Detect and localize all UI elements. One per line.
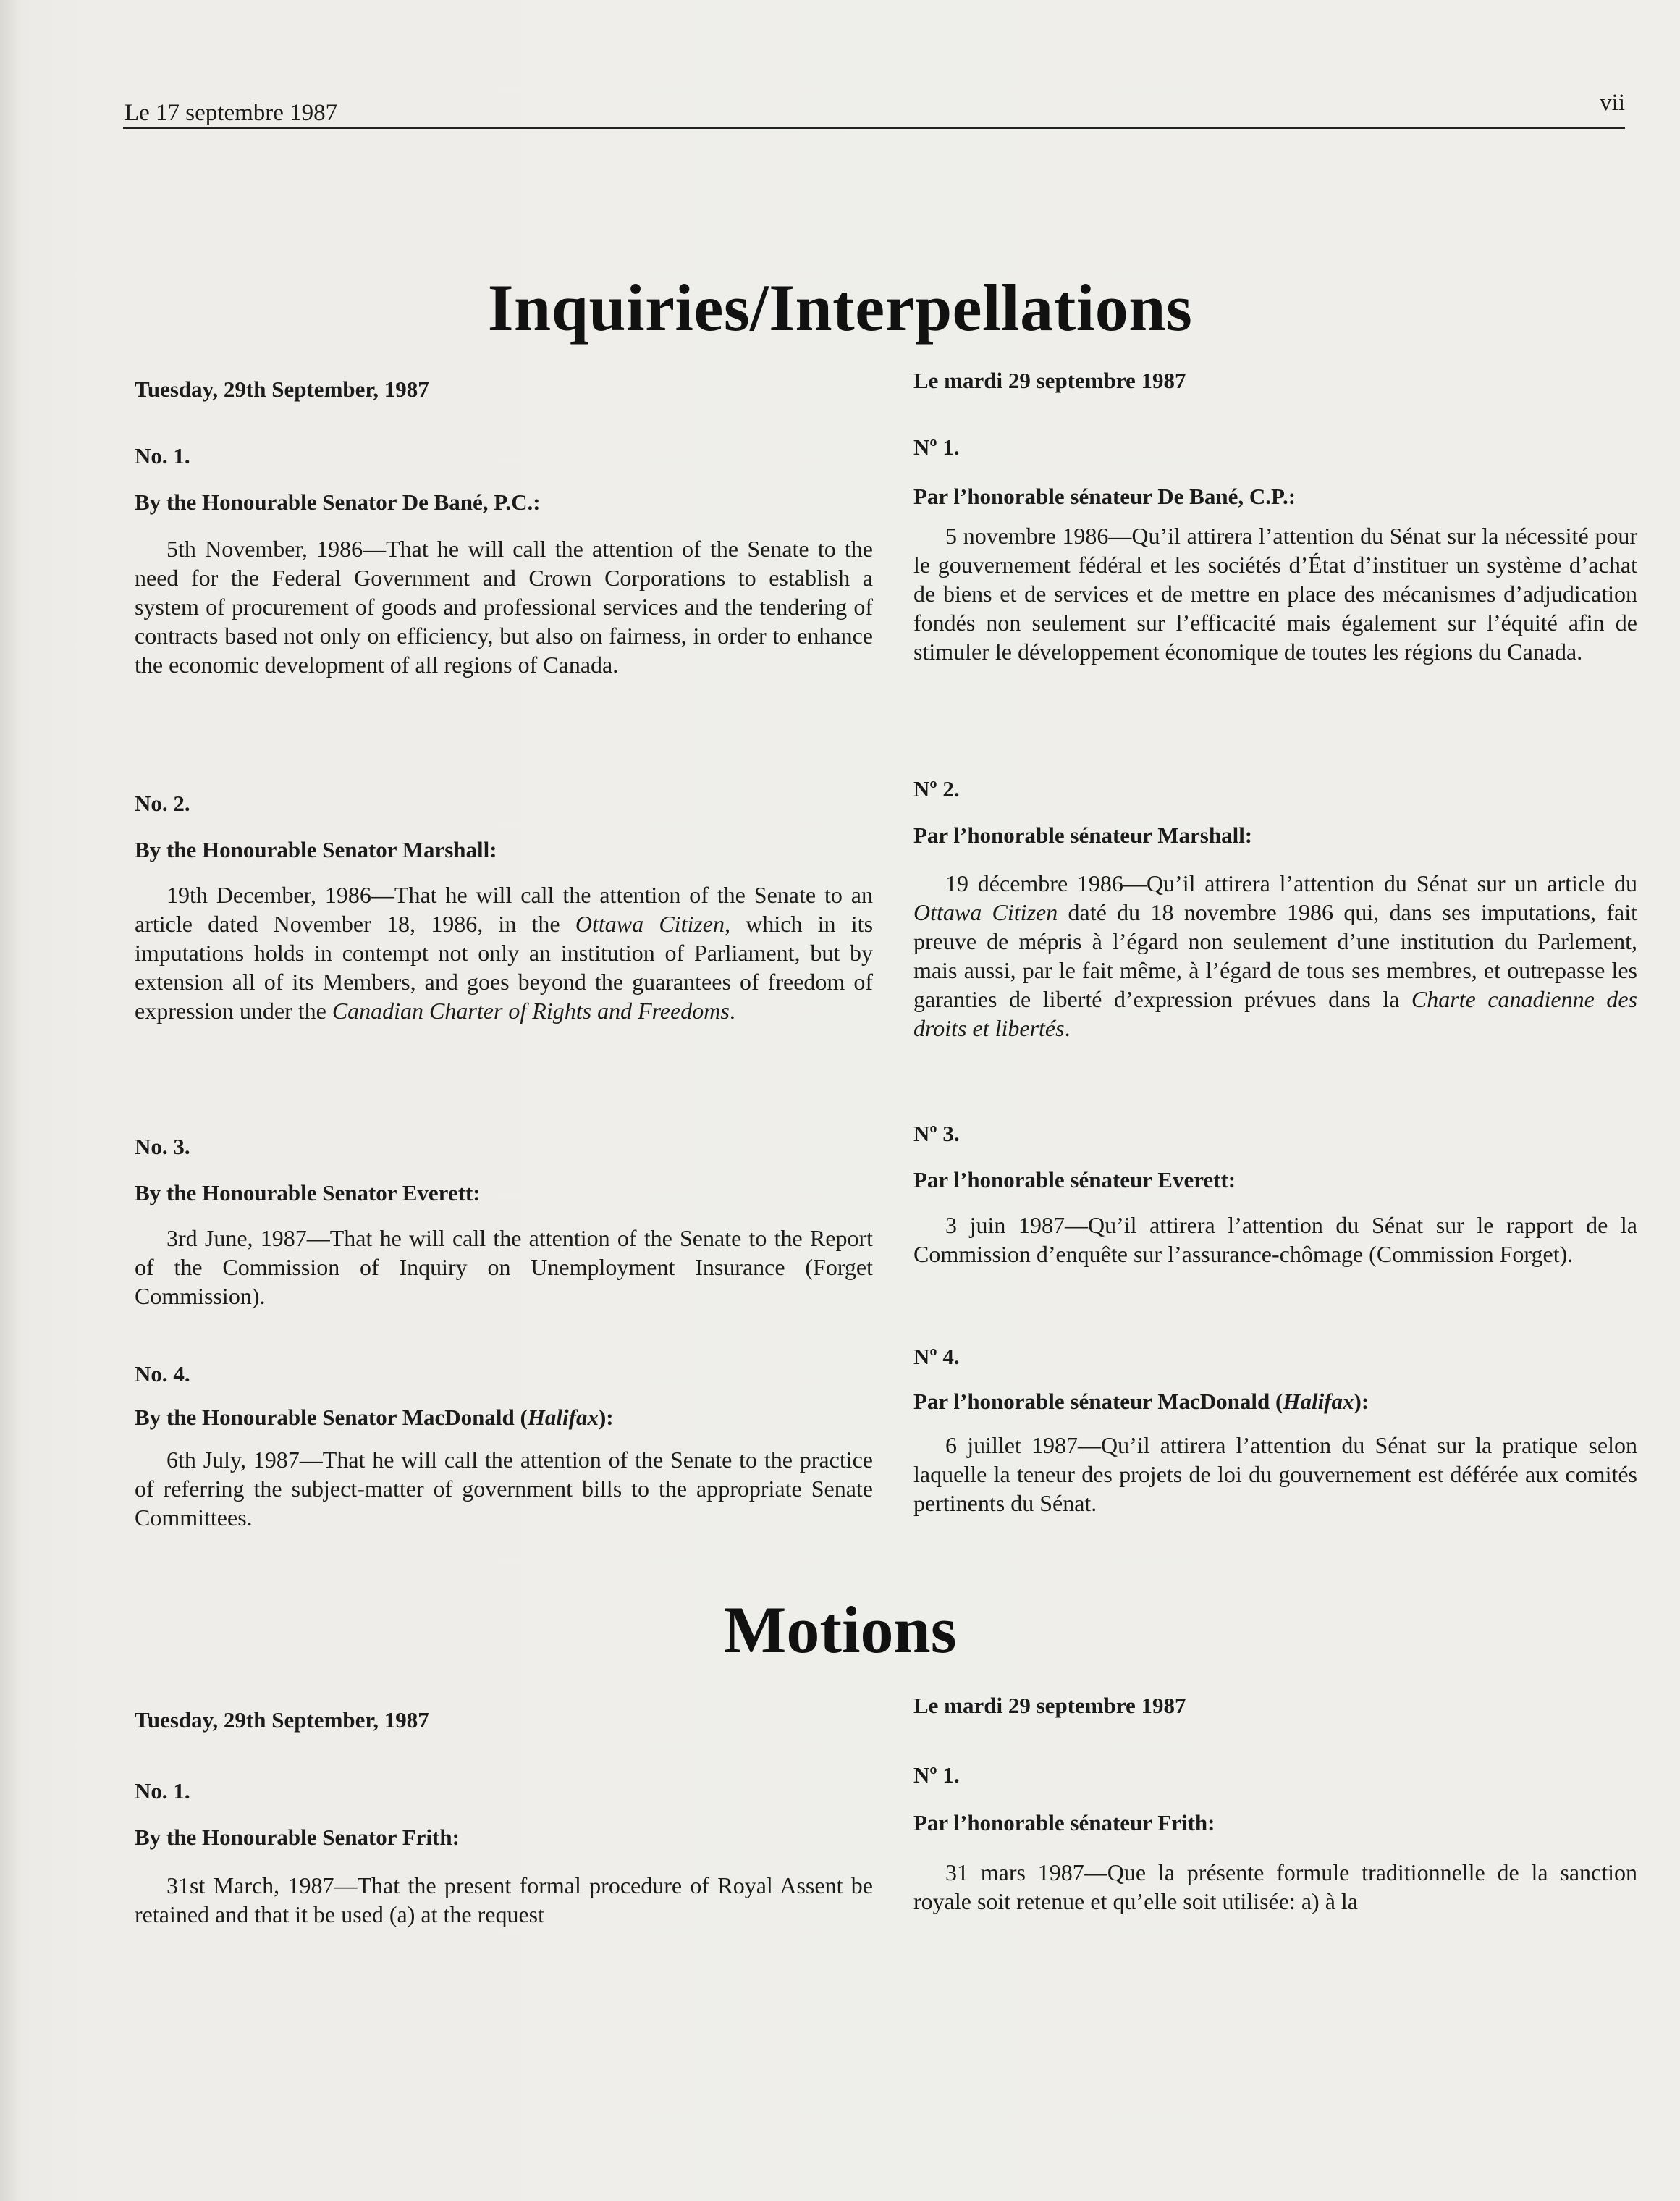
item-text: 31 mars 1987—Que la présente formule traditionnelle de la sanction royale soit retenue et qu’elle soit utilisée: a) à la [913,1859,1637,1914]
item-author: By the Honourable Senator Marshall: [135,837,497,862]
header-date: Le 17 septembre 1987 [124,100,338,126]
item-text: 6 juillet 1987—Qu’il attirera l’attention du Sénat sur la pratique selon laquelle la teneur des projets de loi du gouvernement est déférée aux comités pertinents du Sénat. [913,1432,1637,1516]
inquiries-date-en: Tuesday, 29th September, 1987 [135,376,429,402]
item-author: Par l’honorable sénateur Marshall: [913,822,1253,848]
item-number: Nº 3. [913,1121,960,1146]
item-number: Nº 1. [913,1762,960,1788]
item-author: By the Honourable Senator Frith: [135,1825,460,1850]
inquiries-date-fr: Le mardi 29 septembre 1987 [913,368,1186,393]
item-number: No. 3. [135,1134,190,1159]
item-author: By the Honourable Senator De Bané, P.C.: [135,489,541,515]
motions-date-fr: Le mardi 29 septembre 1987 [913,1693,1186,1718]
item-text: 31st March, 1987—That the present formal procedure of Royal Assent be retained and that it be used (a) at the request [135,1872,873,1927]
item-author: Par l’honorable sénateur De Bané, C.P.: [913,484,1296,509]
item-author: Par l’honorable sénateur Everett: [913,1167,1236,1192]
item-author: By the Honourable Senator Everett: [135,1180,481,1205]
motions-title: Motions [723,1593,957,1667]
item-author: Par l’honorable sénateur MacDonald (Halifax): [913,1389,1369,1414]
item-author: Par l’honorable sénateur Frith: [913,1810,1215,1835]
item-number: No. 4. [135,1361,190,1386]
page-number: vii [1600,90,1625,116]
item-number: No. 2. [135,791,190,816]
item-text: 5th November, 1986—That he will call the attention of the Senate to the need for the Federal Government and Crown Corporations to establish a system of procurement of goods and professional services and the tendering of contracts based not only on efficiency, but also on fairness, in order to enhance the economic development of all regions of Canada. [135,536,873,678]
item-text: 19th December, 1986—That he will call the attention of the Senate to an article dated November 18, 1986, in the Ottawa Citizen, which in its imputations holds in contempt not only an institution of Parliament, but by extension all of its Members, and goes beyond the guarantees of freedom of expression under the Canadian Charter of Rights and Freedoms. [135,882,874,1024]
item-text: 19 décembre 1986—Qu’il attirera l’attention du Sénat sur un article du Ottawa Citizen daté du 18 novembre 1986 qui, dans ses imputations, fait preuve de mépris à l’égard non seulement d’une institution du Parlement, mais aussi, par le fait même, à l’égard de tous ses membres, et outrepasse les garanties de liberté d’expression prévues dans la Charte canadienne des droits et libertés. [913,870,1638,1041]
item-text: 3 juin 1987—Qu’il attirera l’attention du Sénat sur le rapport de la Commission d’enquête sur l’assurance-chômage (Commission Forget). [913,1212,1637,1267]
item-number: No. 1. [135,1778,190,1804]
item-author: By the Honourable Senator MacDonald (Halifax): [135,1405,614,1430]
item-text: 3rd June, 1987—That he will call the attention of the Senate to the Report of the Commission of Inquiry on Unemployment Insurance (Forget Commission). [135,1225,873,1309]
item-number: Nº 1. [913,434,960,460]
header-rule [123,127,1625,129]
item-text: 6th July, 1987—That he will call the attention of the Senate to the practice of referring the subject-matter of government bills to the appropriate Senate Committees. [135,1447,873,1531]
item-number: No. 1. [135,443,190,468]
inquiries-title: Inquiries/Interpellations [487,271,1193,345]
item-number: Nº 2. [913,776,960,801]
motions-date-en: Tuesday, 29th September, 1987 [135,1707,429,1733]
item-text: 5 novembre 1986—Qu’il attirera l’attention du Sénat sur la nécessité pour le gouvernement fédéral et les sociétés d’État d’instituer un système d’achat de biens et de services et de mettre en place des mécanismes d’adjudication fondés non seulement sur l’efficacité mais également sur l’équité afin de stimuler le développement économique de toutes les régions du Canada. [913,523,1637,665]
item-number: Nº 4. [913,1344,960,1369]
